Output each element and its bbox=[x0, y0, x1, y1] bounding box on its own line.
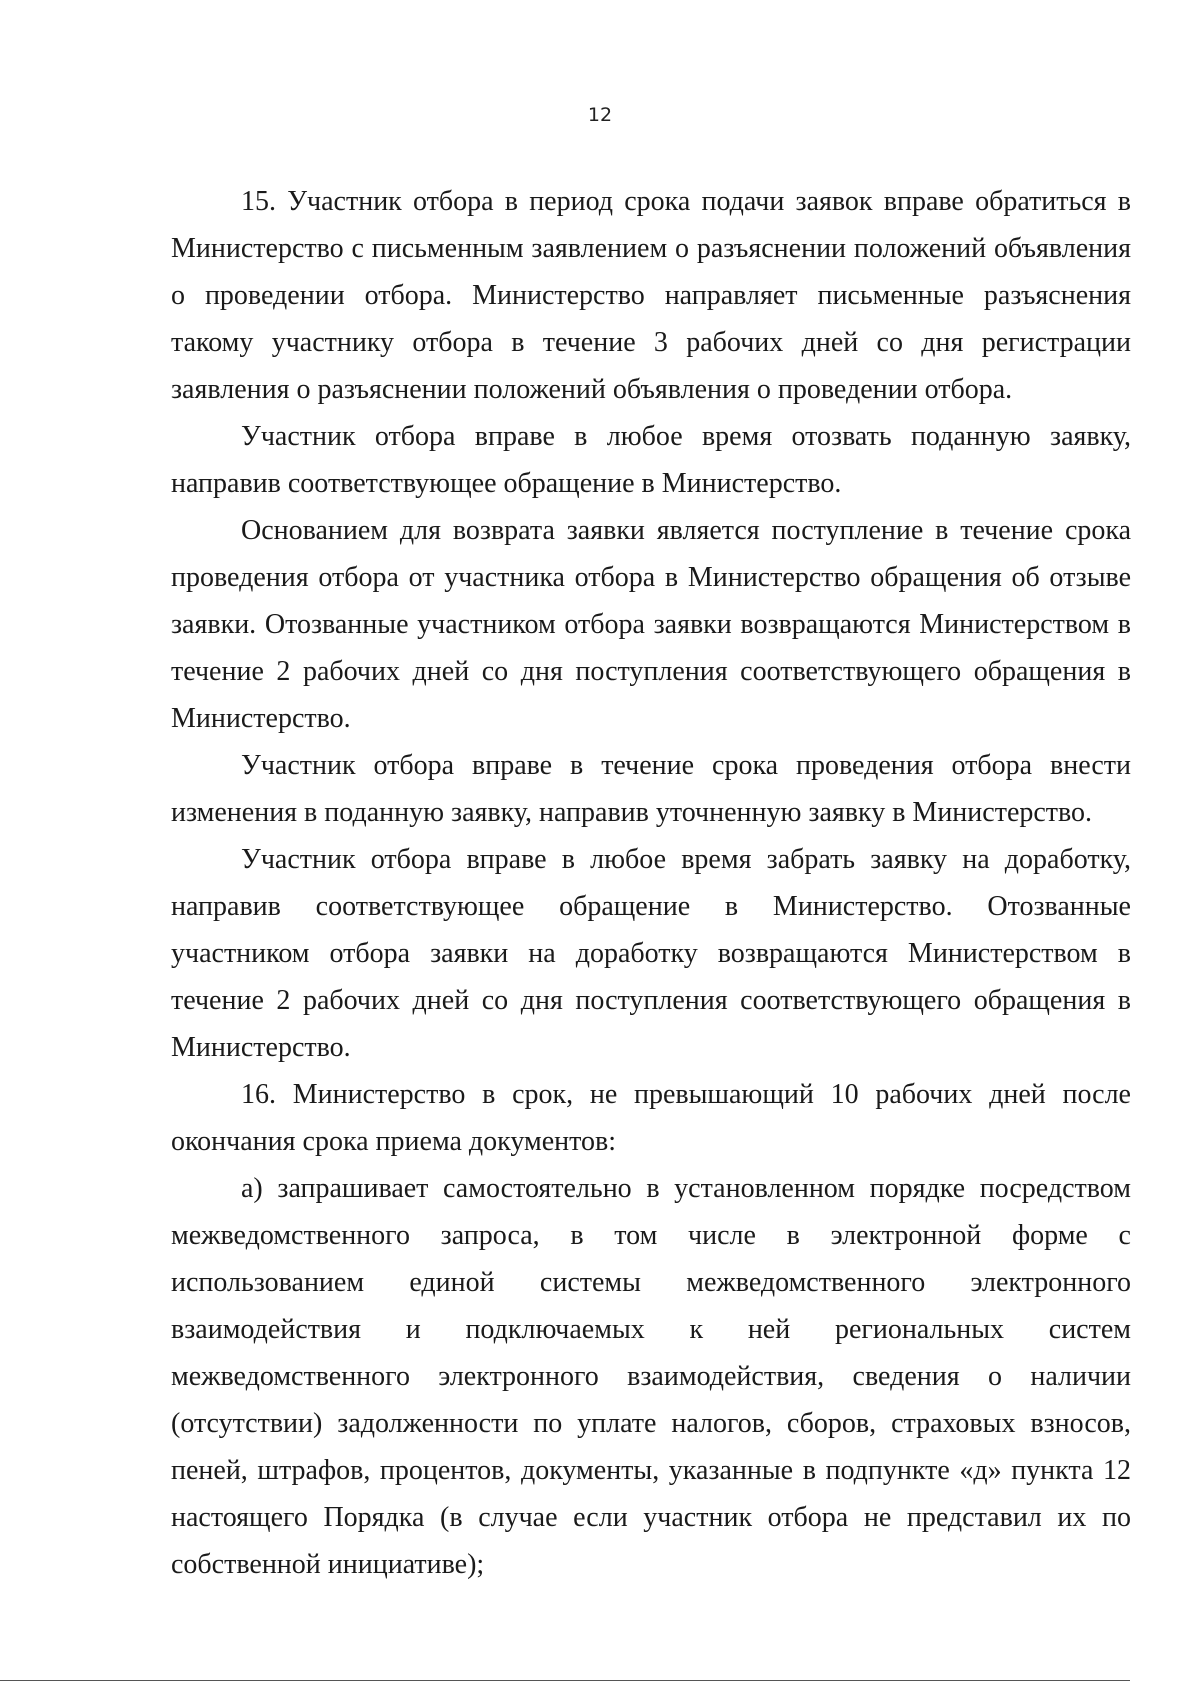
paragraph-return-basis: Основанием для возврата заявки является поступление в течение срока проведения отбора от участника отбора в Министерство обращения об отзыве заявки. Отозванные участником отбора заявки возвращаются Министерством в течение 2 рабочих дней со дня поступления соответствующего обращения в Министерство. bbox=[171, 515, 1131, 734]
paragraph-16: 16. Министерство в срок, не превышающий 10 рабочих дней после окончания срока приема документов: bbox=[171, 1079, 1131, 1157]
paragraph-withdraw: Участник отбора вправе в любое время отозвать поданную заявку, направив соответствующее обращение в Министерство. bbox=[171, 421, 1131, 499]
page-number: 12 bbox=[587, 104, 613, 126]
paragraph-16a: а) запрашивает самостоятельно в установленном порядке посредством межведомственного запроса, в том числе в электронной форме с использованием единой системы межведомственного электронного взаимодействия и подключаемых к ней региональных систем межведомственного электронного взаимодействия, сведения о наличии (отсутствии) задолженности по уплате налогов, сборов, страховых взносов, пеней, штрафов, процентов, документы, указанные в подпункте «д» пункта 12 настоящего Порядка (в случае если участник отбора не представил их по собственной инициативе); bbox=[171, 1173, 1131, 1580]
document-body bbox=[171, 178, 1131, 1588]
paragraph-15: 15. Участник отбора в период срока подачи заявок вправе обратиться в Министерство с письменным заявлением о разъяснении положений объявления о проведении отбора. Министерство направляет письменные разъяснения такому участнику отбора в течение 3 рабочих дней со дня регистрации заявления о разъяснении положений объявления о проведении отбора. bbox=[171, 186, 1131, 405]
paragraph-rework: Участник отбора вправе в любое время забрать заявку на доработку, направив соответствующее обращение в Министерство. Отозванные участником отбора заявки на доработку возвращаются Министерством в течение 2 рабочих дней со дня поступления соответствующего обращения в Министерство. bbox=[171, 844, 1131, 1063]
bottom-divider bbox=[0, 1680, 1130, 1681]
paragraph-amend: Участник отбора вправе в течение срока проведения отбора внести изменения в поданную заявку, направив уточненную заявку в Министерство. bbox=[171, 750, 1131, 828]
